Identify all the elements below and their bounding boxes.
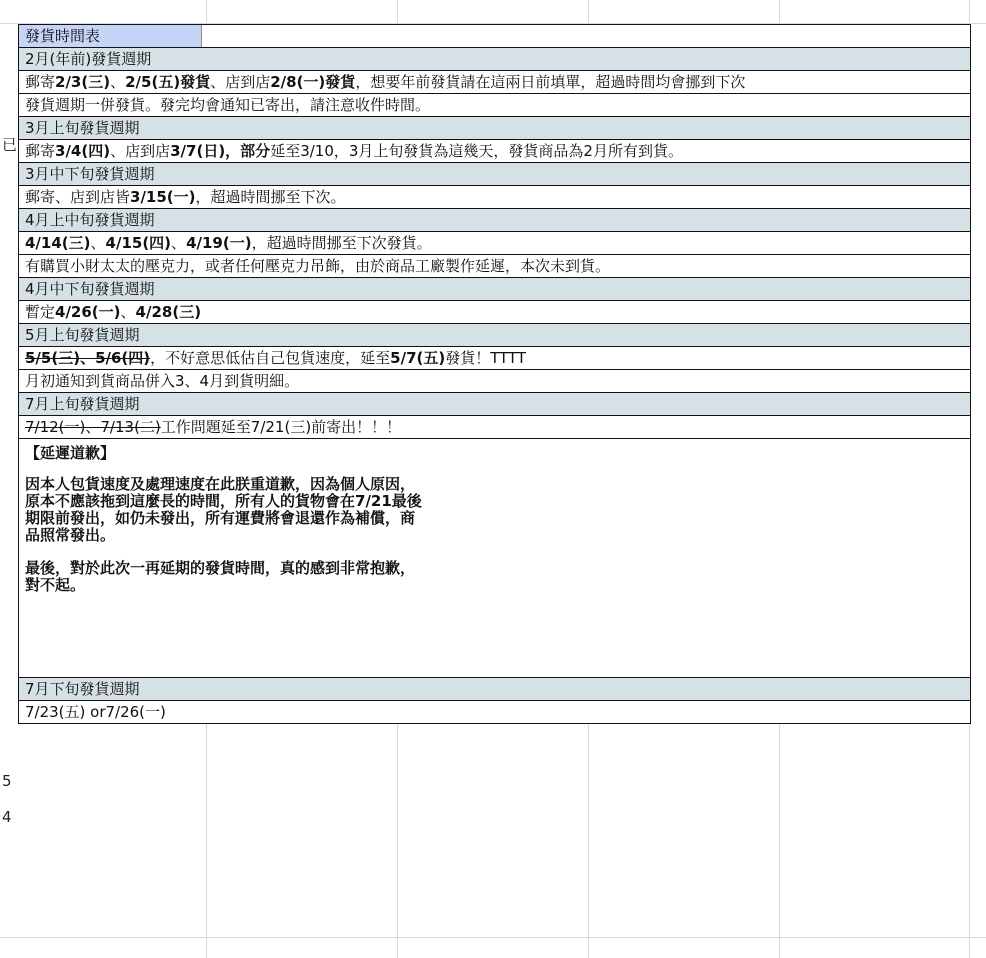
text-segment: 4/19(一) <box>186 234 252 252</box>
text-segment: 發貨 <box>325 73 356 91</box>
period-header-cell[interactable]: 3月上旬發貨週期 <box>19 117 970 140</box>
text-segment: ，超過時間挪至下次發貨。 <box>251 234 432 252</box>
text-segment: 5/5(三)、5/6(四) <box>25 349 151 367</box>
text-segment: 暫定 <box>25 303 56 321</box>
text-segment: 5/7(五) <box>390 349 446 367</box>
text-segment: 4/26(一) <box>55 303 121 321</box>
text-segment: 4/28(三) <box>135 303 202 321</box>
left-cell-fragment: 已 <box>2 136 18 154</box>
text-segment: ，超過時間挪至下次。 <box>195 188 346 206</box>
period-header-cell[interactable]: 4月中下旬發貨週期 <box>19 278 970 301</box>
text-segment: ，想要年前發貨請在這兩日前填單，超過時間均會挪到下次 <box>355 73 746 91</box>
shipping-schedule-sheet <box>18 24 971 724</box>
schedule-detail-cell[interactable] <box>19 71 970 94</box>
period-header-cell[interactable]: 5月上旬發貨週期 <box>19 324 970 347</box>
text-segment: 發貨 <box>180 73 211 91</box>
text-segment: 郵寄、店到店皆 <box>25 188 131 206</box>
schedule-detail-cell[interactable] <box>19 140 970 163</box>
text-segment: 4/14(三) <box>25 234 91 252</box>
text-segment: 工作問題延至7/21(三)前寄出！！！ <box>160 418 402 436</box>
text-segment: 郵寄 <box>25 142 56 160</box>
apology-paragraph: 因本人包貨速度及處理速度在此朕重道歉，因為個人原因，原本不應該拖到這麼長的時間，所有人的貨物會在7/21最後期限前發出，如仍未發出，所有運費將會退還作為補償，商品照常發出。 <box>25 475 422 544</box>
sheet-title-cell[interactable]: 發貨時間表 <box>19 25 202 47</box>
text-segment: 、店到店 <box>210 73 271 91</box>
apology-heading: 【延遲道歉】 <box>25 444 116 462</box>
text-segment: 、店到店 <box>110 142 171 160</box>
text-segment: 2/3(三) <box>55 73 111 91</box>
left-cell-fragment: 4 <box>2 808 12 826</box>
schedule-detail-cell[interactable] <box>19 416 970 439</box>
text-segment: 、 <box>110 73 126 91</box>
text-segment: 3/7(日)，部分 <box>170 142 271 160</box>
period-header-cell[interactable]: 3月中下旬發貨週期 <box>19 163 970 186</box>
schedule-detail-cell[interactable]: 7/23(五) or7/26(一) <box>19 701 970 724</box>
text-segment: 延至3/10，3月上旬發貨為這幾天，發貨商品為2月所有到貨。 <box>270 142 683 160</box>
text-segment: 4/15(四) <box>105 234 172 252</box>
text-segment: 2/5(五) <box>125 73 181 91</box>
schedule-detail-cell[interactable] <box>19 301 970 324</box>
apology-closing: 最後，對於此次一再延期的發貨時間，真的感到非常抱歉，對不起。 <box>25 559 416 594</box>
schedule-detail-cell[interactable] <box>19 232 970 255</box>
text-segment: 、 <box>120 303 136 321</box>
text-segment: ，不好意思低估自己包貨速度，延至 <box>150 349 391 367</box>
text-segment: 、 <box>90 234 106 252</box>
text-segment: 、 <box>171 234 187 252</box>
schedule-detail-cell[interactable]: 發貨週期一併發貨。發完均會通知已寄出，請注意收件時間。 <box>19 94 970 117</box>
text-segment: 郵寄 <box>25 73 56 91</box>
schedule-detail-cell[interactable]: 月初通知到貨商品併入3、4月到貨明細。 <box>19 370 970 393</box>
text-segment: 3/4(四) <box>55 142 111 160</box>
left-cell-fragment: 5 <box>2 772 12 790</box>
text-segment: 2/8(一) <box>270 73 326 91</box>
period-header-cell[interactable]: 2月(年前)發貨週期 <box>19 48 970 71</box>
schedule-detail-cell[interactable]: 有購買小財太太的壓克力，或者任何壓克力吊飾，由於商品工廠製作延遲，本次未到貨。 <box>19 255 970 278</box>
title-row <box>19 25 970 48</box>
apology-notice-cell[interactable] <box>19 439 970 678</box>
period-header-cell[interactable]: 4月上中旬發貨週期 <box>19 209 970 232</box>
schedule-detail-cell[interactable] <box>19 186 970 209</box>
text-segment: 3/15(一) <box>130 188 196 206</box>
period-header-cell[interactable]: 7月上旬發貨週期 <box>19 393 970 416</box>
period-header-cell[interactable]: 7月下旬發貨週期 <box>19 678 970 701</box>
text-segment: 7/12(一)、7/13(二) <box>25 418 161 436</box>
schedule-detail-cell[interactable] <box>19 347 970 370</box>
text-segment: 發貨！TTTT <box>445 349 527 367</box>
